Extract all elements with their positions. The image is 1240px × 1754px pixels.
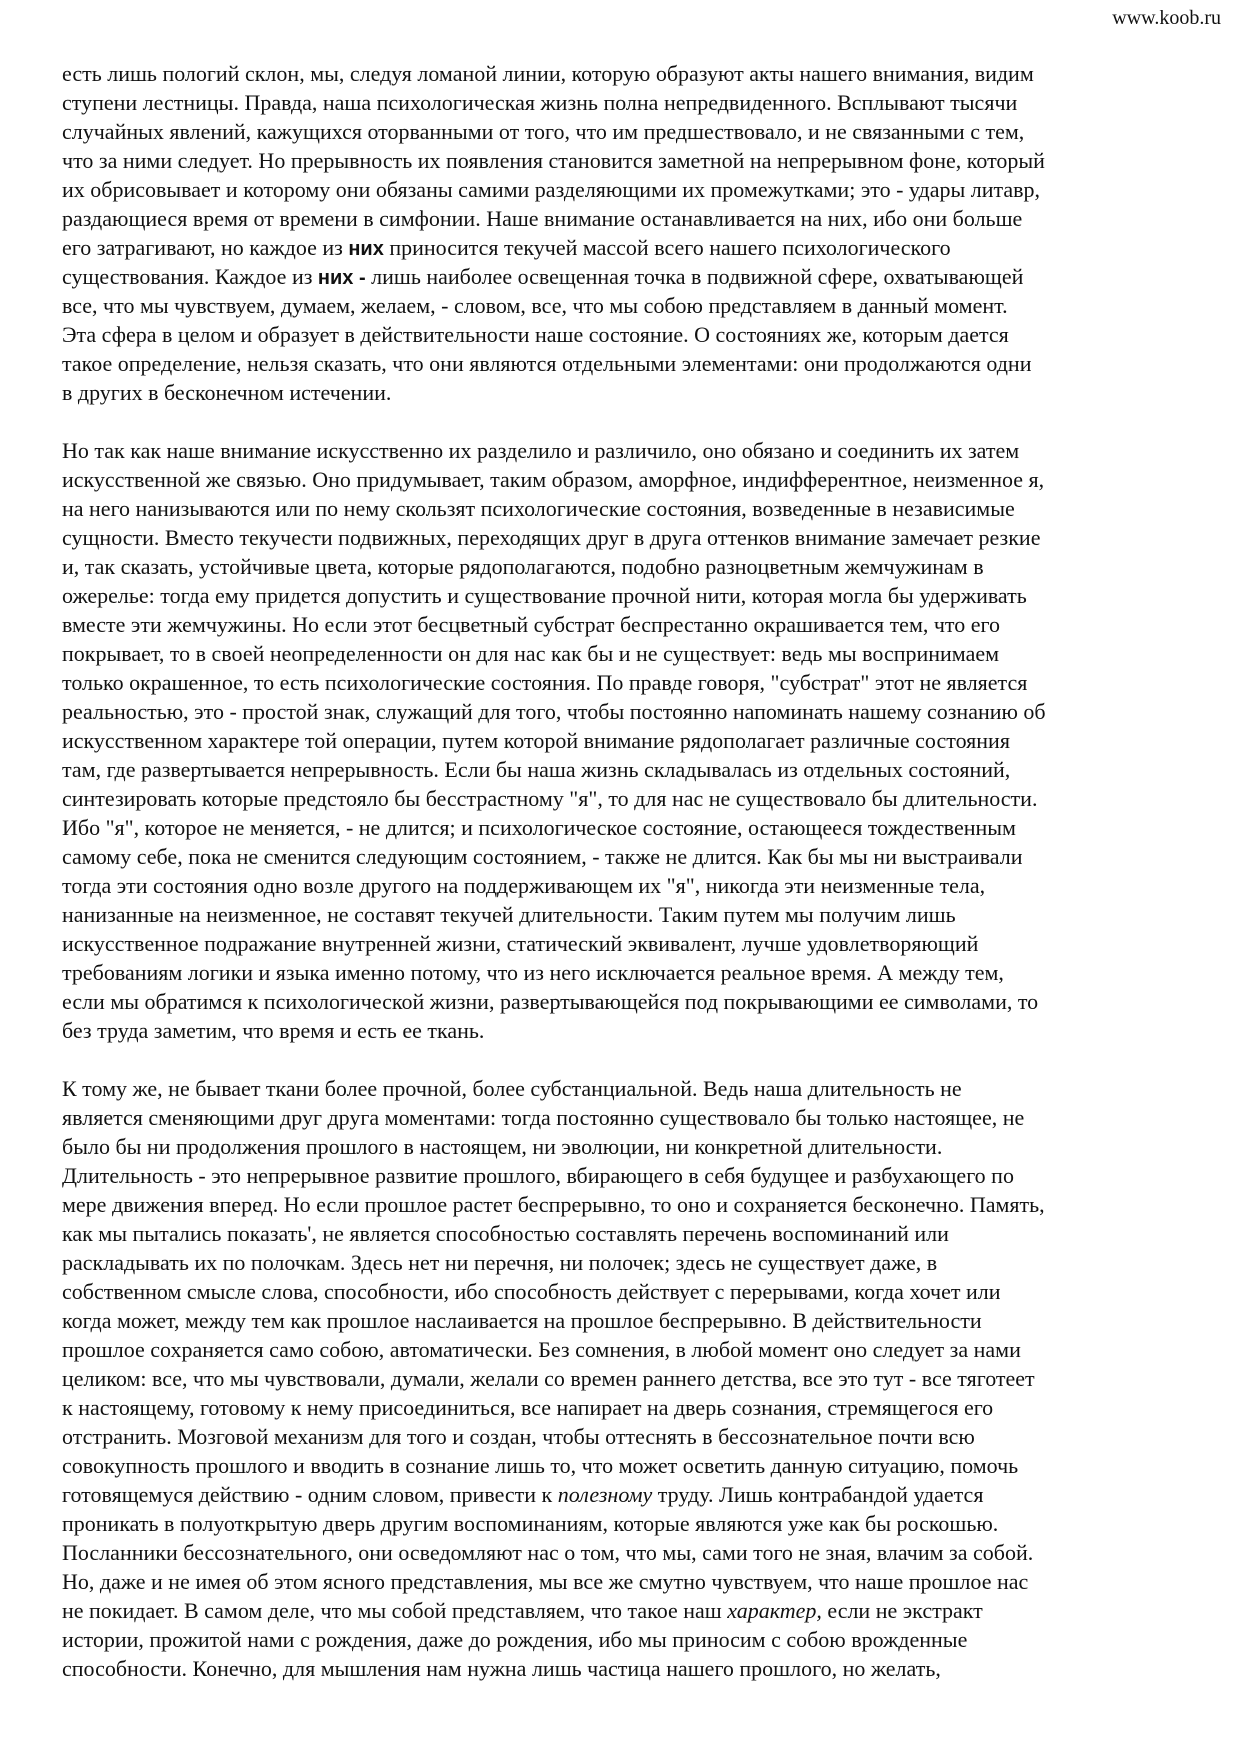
- text-line: если мы обратимся к психологической жизни, развертывающейся под покрывающими ее символами, то: [62, 989, 1039, 1014]
- site-url: www.koob.ru: [1112, 7, 1221, 29]
- text-line: когда может, между тем как прошлое наслаивается на прошлое беспрерывно. В действительности: [62, 1308, 982, 1333]
- text-line: и, так сказать, устойчивые цвета, которые рядополагаются, подобно разноцветным жемчужинам в: [62, 554, 984, 579]
- text-line: Длительность - это непрерывное развитие прошлого, вбирающего в себя будущее и разбухающего по: [62, 1163, 1014, 1188]
- text-line: собственном смысле слова, способности, ибо способность действует с перерывами, когда хочет или: [62, 1279, 1001, 1304]
- paragraph-gap: [62, 407, 1182, 436]
- text-line: их обрисовывает и которому они обязаны самими разделяющими их промежутками; это - удары литавр,: [62, 177, 1041, 202]
- text-line: искусственное подражание внутренней жизни, статический эквивалент, лучше удовлетворяющий: [62, 931, 979, 956]
- text-run: не покидает. В самом деле, что мы собой представляем, что такое наш: [62, 1598, 728, 1623]
- text-line: к настоящему, готовому к нему присоединиться, все напирает на дверь сознания, стремящегося его: [62, 1395, 994, 1420]
- italic-emphasis: характер,: [727, 1598, 822, 1623]
- text-line: ступени лестницы. Правда, наша психологическая жизнь полна непредвиденного. Всплывают тысячи: [62, 90, 1018, 115]
- text-line: целиком: все, что мы чувствовали, думали, желали со времен раннего детства, все это тут - все тяготеет: [62, 1366, 1035, 1391]
- text-line: раскладывать их по полочкам. Здесь нет ни перечня, ни полочек; здесь не существует даже, в: [62, 1250, 938, 1275]
- text-run: готовящемуся действию - одним словом, привести к: [62, 1482, 558, 1507]
- text-line: Но, даже и не имея об этом ясного представления, мы все же смутно чувствуем, что наше прошлое нас: [62, 1569, 1029, 1594]
- text-line: нанизанные на неизменное, не составят текучей длительности. Таким путем мы получим лишь: [62, 902, 956, 927]
- text-line: как мы пытались показать', не является способностью составлять перечень воспоминаний или: [62, 1221, 949, 1246]
- text-line: [62, 233, 1182, 262]
- bold-emphasis: них: [348, 238, 384, 260]
- text-line: там, где развертывается непрерывность. Если бы наша жизнь складывалась из отдельных состояний,: [62, 757, 1011, 782]
- text-line: совокупность прошлого и вводить в сознание лишь то, что может осветить данную ситуацию, помочь: [62, 1453, 1019, 1478]
- text-line: раздающиеся время от времени в симфонии. Наше внимание останавливается на них, ибо они больше: [62, 206, 1023, 231]
- text-line: на него нанизываются или по нему скользят психологические состояния, возведенные в независимые: [62, 496, 1015, 521]
- text-line: реальностью, это - простой знак, служащий для того, чтобы постоянно напоминать нашему сознанию об: [62, 699, 1046, 724]
- text-run: его затрагивают, но каждое из: [62, 235, 349, 260]
- text-line: истории, прожитой нами с рождения, даже до рождения, ибо мы приносим с собою врожденные: [62, 1627, 968, 1652]
- text-line: мере движения вперед. Но если прошлое растет беспрерывно, то оно и сохраняется бесконечно. Память,: [62, 1192, 1045, 1217]
- text-line: без труда заметим, что время и есть ее ткань.: [62, 1018, 485, 1043]
- text-run: если не экстракт: [821, 1598, 983, 1623]
- paragraph: [62, 436, 1182, 1045]
- text-line: является сменяющими друг друга моментами: тогда постоянно существовало бы только настоящее, не: [62, 1105, 1025, 1130]
- text-line: самому себе, пока не сменится следующим состоянием, - также не длится. Как бы мы ни выстраивали: [62, 844, 1023, 869]
- text-line: искусственном характере той операции, путем которой внимание рядополагает различные состояния: [62, 728, 1010, 753]
- text-run: приносится текучей массой всего нашего психологического: [383, 235, 951, 260]
- text-line: ожерелье: тогда ему придется допустить и существование прочной нити, которая могла бы удерживать: [62, 583, 1027, 608]
- text-line: искусственной же связью. Оно придумывает, таким образом, аморфное, индифферентное, неизменное я,: [62, 467, 1045, 492]
- text-line: [62, 262, 1182, 291]
- text-line: Эта сфера в целом и образует в действительности наше состояние. О состояниях же, которым дается: [62, 322, 1009, 347]
- text-line: синтезировать которые предстояло бы бесстрастному "я", то для нас не существовало бы длительности.: [62, 786, 1038, 811]
- text-line: Ибо "я", которое не меняется, - не длится; и психологическое состояние, остающееся тождественным: [62, 815, 1016, 840]
- text-line: Но так как наше внимание искусственно их разделило и различило, оно обязано и соединить их затем: [62, 438, 1020, 463]
- text-line: требованиям логики и языка именно потому, что из него исключается реальное время. А между тем,: [62, 960, 1004, 985]
- text-line: отстранить. Мозговой механизм для того и создан, чтобы оттеснять в бессознательное почти всю: [62, 1424, 975, 1449]
- paragraph: [62, 59, 1182, 407]
- text-line: способности. Конечно, для мышления нам нужна лишь частица нашего прошлого, но желать,: [62, 1656, 941, 1681]
- text-line: сущности. Вместо текучести подвижных, переходящих друг в друга оттенков внимание замечает резкие: [62, 525, 1041, 550]
- text-line: только окрашенное, то есть психологические состояния. По правде говоря, "субстрат" этот не является: [62, 670, 1028, 695]
- text-run: существования. Каждое из: [62, 264, 318, 289]
- paragraph: [62, 1074, 1182, 1683]
- text-run: лишь наиболее освещенная точка в подвижной сфере, охватывающей: [365, 264, 1024, 289]
- text-line: тогда эти состояния одно возле другого на поддерживающем их "я", никогда эти неизменные тела,: [62, 873, 986, 898]
- text-line: [62, 1480, 1182, 1509]
- text-line: было бы ни продолжения прошлого в настоящем, ни эволюции, ни конкретной длительности.: [62, 1134, 943, 1159]
- document-body: [62, 59, 1182, 1683]
- text-line: все, что мы чувствуем, думаем, желаем, - словом, все, что мы собою представляем в данный момент.: [62, 293, 1008, 318]
- text-line: покрывает, то в своей неопределенности он для нас как бы и не существует: ведь мы воспринимаем: [62, 641, 1000, 666]
- text-line: такое определение, нельзя сказать, что они являются отдельными элементами: они продолжаются одни: [62, 351, 1032, 376]
- text-run: труду. Лишь контрабандой удается: [652, 1482, 984, 1507]
- text-line: [62, 1596, 1182, 1625]
- text-line: есть лишь пологий склон, мы, следуя ломаной линии, которую образуют акты нашего внимания, видим: [62, 61, 1034, 86]
- text-line: случайных явлений, кажущихся оторванными от того, что им предшествовало, и не связанными с тем,: [62, 119, 1025, 144]
- bold-emphasis: них -: [317, 267, 366, 289]
- italic-emphasis: полезному: [557, 1482, 653, 1507]
- text-line: вместе эти жемчужины. Но если этот бесцветный субстрат беспрестанно окрашивается тем, что его: [62, 612, 1000, 637]
- text-line: что за ними следует. Но прерывность их появления становится заметной на непрерывном фоне, который: [62, 148, 1045, 173]
- text-line: прошлое сохраняется само собою, автоматически. Без сомнения, в любой момент оно следует за нами: [62, 1337, 1021, 1362]
- text-line: Посланники бессознательного, они осведомляют нас о том, что мы, сами того не зная, влачим за собой.: [62, 1540, 1034, 1565]
- text-line: в других в бесконечном истечении.: [62, 380, 392, 405]
- text-line: К тому же, не бывает ткани более прочной, более субстанциальной. Ведь наша длительность не: [62, 1076, 962, 1101]
- paragraph-gap: [62, 1045, 1182, 1074]
- text-line: проникать в полуоткрытую дверь другим воспоминаниям, которые являются уже как бы роскошью.: [62, 1511, 999, 1536]
